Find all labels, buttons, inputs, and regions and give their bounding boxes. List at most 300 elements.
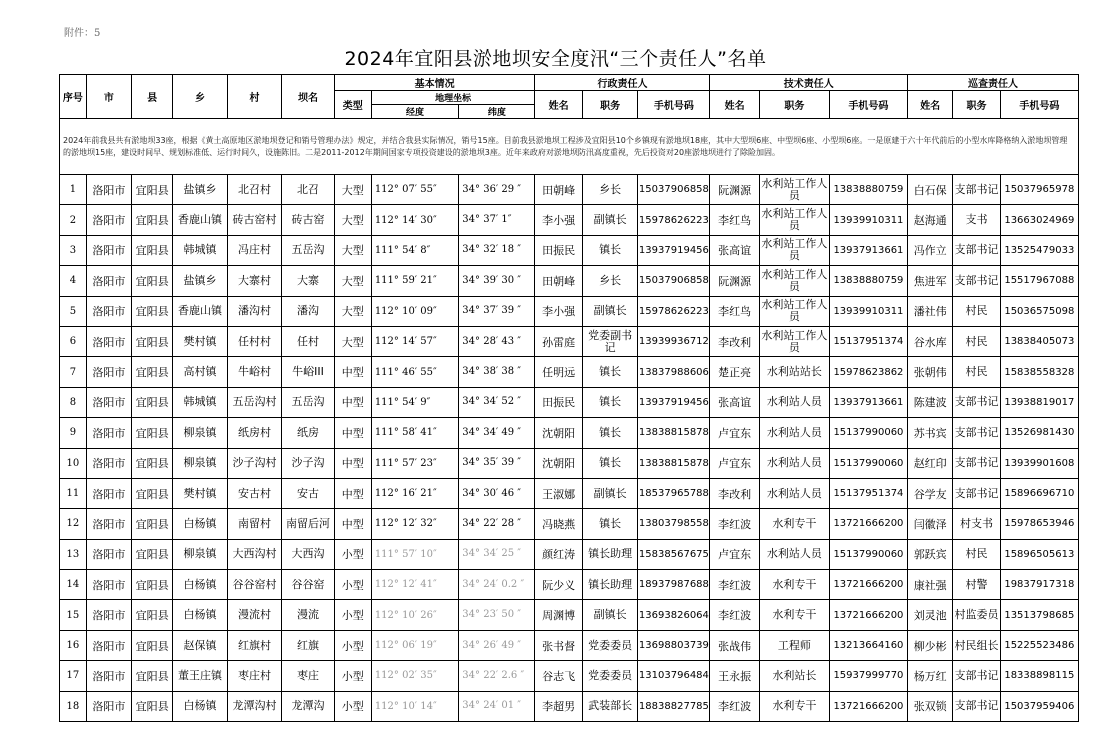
cell-t-pos: 水利站人员 [759,539,829,569]
cell-a-phone: 13937919456 [638,387,710,417]
table-row [60,478,1079,508]
cell-p-pos: 支部书记 [953,235,1000,265]
dam-responsibility-table [59,74,1079,722]
cell-p-pos: 村民组长 [953,630,1000,660]
cell-a-pos: 党委委员 [582,661,638,691]
cell-t-name: 卢宜东 [710,418,759,448]
cell-township: 韩城镇 [173,387,228,417]
cell-lon: 112° 16′ 21″ [371,478,458,508]
cell-p-pos: 村民 [953,539,1000,569]
cell-lon: 112° 10′ 14″ [371,691,458,721]
cell-type: 小型 [334,570,371,600]
cell-a-pos: 镇长助理 [582,570,638,600]
header-county: 县 [132,75,173,119]
cell-p-phone: 19837917318 [1000,570,1078,600]
cell-p-pos: 支部书记 [953,478,1000,508]
cell-type: 中型 [334,418,371,448]
cell-lat: 34° 24′ 0.2 ″ [459,570,535,600]
cell-p-pos: 村支书 [953,509,1000,539]
table-row [60,387,1079,417]
cell-lon: 112° 06′ 19″ [371,630,458,660]
cell-dam: 漫流 [282,600,334,630]
cell-a-phone: 15978626223 [638,205,710,235]
cell-p-phone: 13513798685 [1000,600,1078,630]
cell-p-name: 谷学友 [908,478,953,508]
table-row [60,691,1079,721]
cell-a-phone: 18537965788 [638,478,710,508]
cell-county: 宜阳县 [132,600,173,630]
cell-city: 洛阳市 [86,570,131,600]
cell-a-phone: 15037906858 [638,175,710,205]
cell-p-phone: 18338898115 [1000,661,1078,691]
cell-lat: 34° 32′ 18 ″ [459,235,535,265]
cell-a-phone: 13838815878 [638,448,710,478]
cell-t-pos: 水利站人员 [759,448,829,478]
cell-dam: 安古 [282,478,334,508]
cell-lat: 34° 28′ 43 ″ [459,326,535,356]
cell-village: 任村村 [227,326,282,356]
header-tech-phone: 手机号码 [829,91,907,119]
cell-lat: 34° 23′ 50 ″ [459,600,535,630]
cell-township: 白杨镇 [173,570,228,600]
cell-county: 宜阳县 [132,418,173,448]
cell-dam: 沙子沟 [282,448,334,478]
cell-seq: 18 [60,691,87,721]
header-admin-responsible: 行政责任人 [535,75,710,91]
cell-village: 五岳沟村 [227,387,282,417]
cell-a-phone: 13837988606 [638,357,710,387]
cell-t-pos: 水利站工作人员 [759,266,829,296]
cell-township: 柳泉镇 [173,539,228,569]
cell-t-phone: 15137990060 [829,539,907,569]
cell-t-phone: 13721666200 [829,691,907,721]
cell-seq: 16 [60,630,87,660]
cell-p-phone: 13939901608 [1000,448,1078,478]
cell-t-phone: 13937913661 [829,235,907,265]
cell-village: 冯庄村 [227,235,282,265]
cell-a-name: 沈朝阳 [535,418,582,448]
cell-county: 宜阳县 [132,205,173,235]
cell-lat: 34° 24′ 01 ″ [459,691,535,721]
cell-a-name: 李小强 [535,205,582,235]
cell-p-pos: 村监委员 [953,600,1000,630]
cell-seq: 12 [60,509,87,539]
table-row [60,570,1079,600]
cell-a-name: 田振民 [535,387,582,417]
cell-dam: 枣庄 [282,661,334,691]
cell-seq: 15 [60,600,87,630]
cell-a-pos: 镇长 [582,387,638,417]
cell-lat: 34° 37′ 1″ [459,205,535,235]
cell-seq: 3 [60,235,87,265]
cell-a-phone: 13937919456 [638,235,710,265]
cell-a-pos: 党委副书记 [582,326,638,356]
cell-city: 洛阳市 [86,630,131,660]
cell-seq: 8 [60,387,87,417]
table-row [60,326,1079,356]
cell-a-pos: 党委委员 [582,630,638,660]
page-title: 2024年宜阳县淤地坝安全度汛“三个责任人”名单 [344,48,767,70]
cell-p-pos: 支部书记 [953,175,1000,205]
cell-village: 红旗村 [227,630,282,660]
header-admin-position: 职务 [582,91,638,119]
cell-a-phone: 15838567675 [638,539,710,569]
header-dam-name: 坝名 [282,75,334,119]
cell-t-name: 楚正亮 [710,357,759,387]
cell-lon: 112° 07′ 55″ [371,175,458,205]
header-tech-position: 职务 [759,91,829,119]
cell-p-name: 潘社伟 [908,296,953,326]
cell-seq: 9 [60,418,87,448]
cell-p-phone: 15037959406 [1000,691,1078,721]
table-row [60,418,1079,448]
cell-p-pos: 支部书记 [953,448,1000,478]
cell-city: 洛阳市 [86,539,131,569]
cell-a-phone: 15037906858 [638,266,710,296]
cell-p-pos: 村民 [953,326,1000,356]
cell-seq: 7 [60,357,87,387]
cell-p-phone: 15896505613 [1000,539,1078,569]
cell-township: 盐镇乡 [173,175,228,205]
cell-p-name: 赵海通 [908,205,953,235]
cell-a-name: 张书督 [535,630,582,660]
cell-a-pos: 副镇长 [582,296,638,326]
cell-dam: 任村 [282,326,334,356]
cell-p-name: 柳少彬 [908,630,953,660]
cell-seq: 14 [60,570,87,600]
cell-city: 洛阳市 [86,235,131,265]
cell-t-name: 卢宜东 [710,539,759,569]
cell-city: 洛阳市 [86,661,131,691]
cell-p-pos: 支部书记 [953,418,1000,448]
cell-a-pos: 乡长 [582,175,638,205]
cell-seq: 11 [60,478,87,508]
table-row [60,661,1079,691]
cell-lon: 111° 46′ 55″ [371,357,458,387]
cell-type: 中型 [334,357,371,387]
table-row [60,630,1079,660]
cell-t-name: 李红鸟 [710,205,759,235]
cell-city: 洛阳市 [86,509,131,539]
cell-a-name: 李超男 [535,691,582,721]
cell-a-phone: 13698803739 [638,630,710,660]
cell-t-name: 阮渊源 [710,266,759,296]
cell-p-name: 冯作立 [908,235,953,265]
cell-p-phone: 15838558328 [1000,357,1078,387]
header-basic-info: 基本情况 [334,75,535,91]
cell-county: 宜阳县 [132,448,173,478]
cell-county: 宜阳县 [132,478,173,508]
cell-lat: 34° 34′ 52 ″ [459,387,535,417]
cell-village: 砖古窑村 [227,205,282,235]
cell-lat: 34° 36′ 29 ″ [459,175,535,205]
cell-city: 洛阳市 [86,326,131,356]
cell-lat: 34° 35′ 39 ″ [459,448,535,478]
cell-t-pos: 水利专干 [759,509,829,539]
cell-a-name: 沈朝阳 [535,448,582,478]
cell-p-name: 郭跃宾 [908,539,953,569]
cell-p-name: 康社强 [908,570,953,600]
cell-p-pos: 支书 [953,205,1000,235]
cell-p-name: 赵红印 [908,448,953,478]
cell-city: 洛阳市 [86,387,131,417]
cell-p-pos: 支部书记 [953,387,1000,417]
header-latitude: 纬度 [459,105,535,119]
cell-a-name: 田振民 [535,235,582,265]
cell-village: 漫流村 [227,600,282,630]
cell-lat: 34° 37′ 39 ″ [459,296,535,326]
cell-lon: 112° 14′ 57″ [371,326,458,356]
cell-t-name: 李红波 [710,600,759,630]
cell-a-pos: 副镇长 [582,478,638,508]
cell-township: 董王庄镇 [173,661,228,691]
cell-t-pos: 水利站工作人员 [759,205,829,235]
cell-county: 宜阳县 [132,175,173,205]
cell-city: 洛阳市 [86,600,131,630]
cell-type: 小型 [334,600,371,630]
cell-county: 宜阳县 [132,691,173,721]
cell-type: 大型 [334,235,371,265]
cell-p-name: 白石保 [908,175,953,205]
cell-t-pos: 水利站长 [759,661,829,691]
cell-p-phone: 13526981430 [1000,418,1078,448]
cell-p-name: 闫徽泽 [908,509,953,539]
cell-t-pos: 水利专干 [759,600,829,630]
cell-lat: 34° 39′ 30 ″ [459,266,535,296]
cell-dam: 大西沟 [282,539,334,569]
table-row [60,235,1079,265]
cell-seq: 4 [60,266,87,296]
cell-p-phone: 15037965978 [1000,175,1078,205]
header-tech-responsible: 技术责任人 [710,75,908,91]
cell-t-name: 张战伟 [710,630,759,660]
cell-a-phone: 13103796484 [638,661,710,691]
cell-type: 大型 [334,296,371,326]
cell-village: 大西沟村 [227,539,282,569]
cell-lon: 111° 59′ 21″ [371,266,458,296]
cell-p-pos: 支部书记 [953,691,1000,721]
cell-township: 香鹿山镇 [173,205,228,235]
cell-type: 小型 [334,691,371,721]
cell-a-pos: 武装部长 [582,691,638,721]
cell-township: 高村镇 [173,357,228,387]
cell-seq: 6 [60,326,87,356]
cell-type: 大型 [334,175,371,205]
header-type: 类型 [334,91,371,119]
cell-t-name: 李红波 [710,570,759,600]
cell-city: 洛阳市 [86,691,131,721]
cell-p-name: 谷水库 [908,326,953,356]
cell-p-name: 张朝伟 [908,357,953,387]
cell-lon: 111° 54′ 8″ [371,235,458,265]
cell-a-pos: 乡长 [582,266,638,296]
cell-village: 纸房村 [227,418,282,448]
cell-county: 宜阳县 [132,387,173,417]
cell-lat: 34° 26′ 49 ″ [459,630,535,660]
cell-p-name: 焦进军 [908,266,953,296]
cell-seq: 5 [60,296,87,326]
attachment-label: 附件：5 [64,28,101,39]
cell-t-name: 张高谊 [710,387,759,417]
cell-a-name: 颜红涛 [535,539,582,569]
cell-t-phone: 13939910311 [829,205,907,235]
cell-township: 盐镇乡 [173,266,228,296]
cell-t-name: 李红鸟 [710,296,759,326]
table-row [60,357,1079,387]
cell-type: 小型 [334,539,371,569]
cell-lon: 112° 10′ 09″ [371,296,458,326]
cell-a-phone: 13939936712 [638,326,710,356]
cell-village: 安古村 [227,478,282,508]
cell-township: 韩城镇 [173,235,228,265]
cell-p-pos: 村民 [953,357,1000,387]
cell-p-phone: 13938819017 [1000,387,1078,417]
cell-t-pos: 水利站人员 [759,478,829,508]
table-row [60,175,1079,205]
cell-dam: 红旗 [282,630,334,660]
cell-a-pos: 镇长 [582,357,638,387]
cell-type: 中型 [334,509,371,539]
header-patrol-phone: 手机号码 [1000,91,1078,119]
cell-t-pos: 水利站工作人员 [759,296,829,326]
cell-t-phone: 15137990060 [829,448,907,478]
cell-t-pos: 水利专干 [759,691,829,721]
header-tech-name: 姓名 [710,91,759,119]
cell-village: 大寨村 [227,266,282,296]
cell-county: 宜阳县 [132,661,173,691]
cell-t-name: 卢宜东 [710,448,759,478]
cell-county: 宜阳县 [132,630,173,660]
cell-a-pos: 镇长 [582,418,638,448]
cell-t-pos: 水利站站长 [759,357,829,387]
cell-t-name: 李红波 [710,691,759,721]
cell-seq: 10 [60,448,87,478]
cell-t-name: 张高谊 [710,235,759,265]
cell-p-phone: 15225523486 [1000,630,1078,660]
cell-t-pos: 水利站工作人员 [759,326,829,356]
table-row [60,448,1079,478]
cell-lon: 112° 14′ 30″ [371,205,458,235]
cell-village: 沙子沟村 [227,448,282,478]
header-geo-coords: 地理坐标 [371,91,535,105]
cell-type: 中型 [334,448,371,478]
cell-township: 赵保镇 [173,630,228,660]
cell-p-pos: 支部书记 [953,661,1000,691]
cell-city: 洛阳市 [86,418,131,448]
cell-county: 宜阳县 [132,296,173,326]
cell-county: 宜阳县 [132,509,173,539]
cell-a-name: 阮少义 [535,570,582,600]
cell-t-pos: 工程师 [759,630,829,660]
cell-t-pos: 水利站工作人员 [759,235,829,265]
cell-township: 柳泉镇 [173,418,228,448]
cell-p-phone: 15036575098 [1000,296,1078,326]
header-city: 市 [86,75,131,119]
table-row [60,296,1079,326]
cell-a-name: 任明远 [535,357,582,387]
cell-a-name: 孙雷庭 [535,326,582,356]
cell-lat: 34° 22′ 28 ″ [459,509,535,539]
cell-t-pos: 水利站人员 [759,418,829,448]
cell-a-phone: 18937987688 [638,570,710,600]
header-patrol-responsible: 巡查责任人 [908,75,1079,91]
cell-a-pos: 镇长助理 [582,539,638,569]
summary-note: 2024年前我县共有淤地坝33座，根据《黄土高原地区淤地坝登记和销号管理办法》规定，并结合我县实际情况，销号15座。目前我县淤地坝工程涉及宜阳县10个乡镇现有淤地坝18座，其中大型坝6座、中型坝6座、小型坝6座。一是原建于六十年代前后的小型水库降格纳入淤地坝管理的淤地坝15座，建设时间早、规划标准低、运行时间久，设施陈旧。二是2011-2012年期间国家专项投资建设的淤地坝3座。近年来政府对淤地坝防汛高度重视，先后投资对20座淤地坝进行了除险加固。 [60,119,1079,175]
cell-dam: 牛峪III [282,357,334,387]
cell-lon: 111° 57′ 10″ [371,539,458,569]
cell-a-phone: 13693826064 [638,600,710,630]
cell-city: 洛阳市 [86,357,131,387]
cell-t-name: 李红波 [710,509,759,539]
cell-type: 小型 [334,630,371,660]
cell-t-phone: 13838880759 [829,175,907,205]
cell-township: 白杨镇 [173,600,228,630]
cell-seq: 13 [60,539,87,569]
cell-lon: 111° 58′ 41″ [371,418,458,448]
cell-township: 白杨镇 [173,509,228,539]
cell-t-phone: 13213664160 [829,630,907,660]
cell-t-phone: 13937913661 [829,387,907,417]
cell-p-name: 张双锁 [908,691,953,721]
cell-lat: 34° 34′ 49 ″ [459,418,535,448]
cell-t-phone: 13939910311 [829,296,907,326]
cell-p-phone: 15896696710 [1000,478,1078,508]
cell-a-pos: 镇长 [582,509,638,539]
cell-township: 香鹿山镇 [173,296,228,326]
cell-county: 宜阳县 [132,357,173,387]
cell-p-pos: 支部书记 [953,266,1000,296]
cell-p-name: 刘灵池 [908,600,953,630]
cell-a-name: 冯晓燕 [535,509,582,539]
cell-a-phone: 13838815878 [638,418,710,448]
cell-a-name: 王淑娜 [535,478,582,508]
cell-t-phone: 13721666200 [829,570,907,600]
table-row [60,205,1079,235]
cell-dam: 砖古窑 [282,205,334,235]
cell-type: 小型 [334,661,371,691]
cell-p-name: 苏书宾 [908,418,953,448]
cell-p-phone: 13838405073 [1000,326,1078,356]
cell-dam: 南留后河 [282,509,334,539]
cell-a-phone: 15978626223 [638,296,710,326]
cell-a-name: 周渊博 [535,600,582,630]
cell-type: 大型 [334,266,371,296]
cell-t-phone: 13838880759 [829,266,907,296]
cell-lat: 34° 38′ 38 ″ [459,357,535,387]
cell-county: 宜阳县 [132,570,173,600]
cell-t-phone: 13721666200 [829,509,907,539]
cell-a-name: 田朝峰 [535,175,582,205]
cell-p-phone: 15517967088 [1000,266,1078,296]
cell-t-phone: 13721666200 [829,600,907,630]
cell-t-name: 阮渊源 [710,175,759,205]
cell-p-pos: 村民 [953,296,1000,326]
cell-p-phone: 13663024969 [1000,205,1078,235]
header-patrol-position: 职务 [953,91,1000,119]
header-seq: 序号 [60,75,87,119]
cell-seq: 2 [60,205,87,235]
cell-a-pos: 副镇长 [582,600,638,630]
cell-county: 宜阳县 [132,326,173,356]
cell-a-pos: 副镇长 [582,205,638,235]
cell-lon: 111° 57′ 23″ [371,448,458,478]
cell-dam: 北召 [282,175,334,205]
header-village: 村 [227,75,282,119]
cell-city: 洛阳市 [86,448,131,478]
cell-city: 洛阳市 [86,296,131,326]
cell-a-name: 田朝峰 [535,266,582,296]
cell-lat: 34° 34′ 25 ″ [459,539,535,569]
